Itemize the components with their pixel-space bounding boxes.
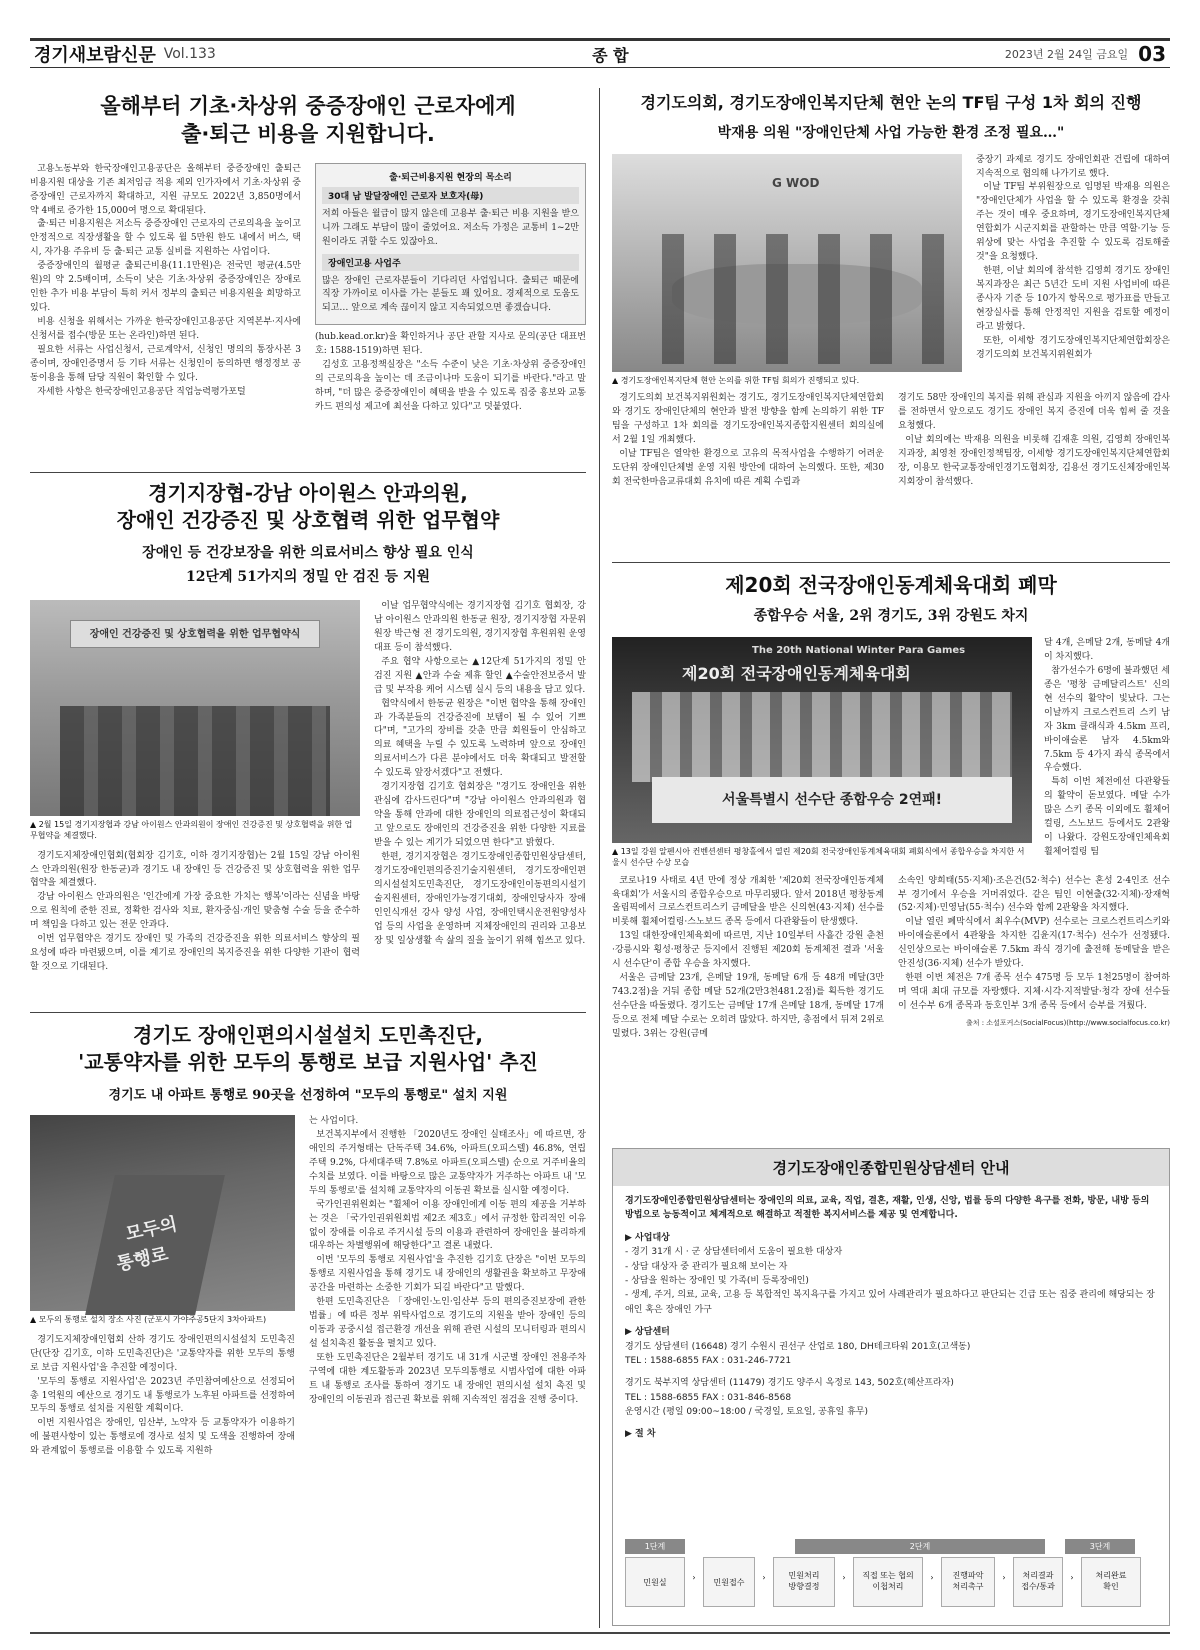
paragraph: 특히 이번 체전에선 다관왕들의 활약이 돋보였다. 메달 수가 많은 스키 종목 이외에도 휠체어컬링, 스노보드 등에서도 2관왕이 나왔다. 강원도장애인체육회 휠체어컬링 팀 bbox=[1044, 777, 1170, 858]
stage-label: 3단계 bbox=[1065, 1539, 1135, 1554]
article-body-left bbox=[30, 850, 360, 975]
box-subhead: 장애인고용 사업주 bbox=[322, 254, 579, 271]
article-body-right bbox=[898, 392, 1170, 490]
process-step: 민원접수 bbox=[703, 1557, 755, 1607]
paragraph: 참가선수가 6명에 불과했던 세종은 '평창 금메달리스트' 신의현 선수의 활약이 빛났다. 그는 이날까지 크로스컨트리 스키 남자 3km 클래식과 4.5km 프리, 바이애슬론 남자 4.5km와 7.5km 등 4가지 좌식 종목에서 우승했다. bbox=[1044, 665, 1170, 774]
paragraph: 국가인권위원회는 "휠체어 이용 장애인에게 이동 편의 제공을 거부하는 것은 「국가인권위원회법 제2조 제3호」에서 규정한 합리적인 이유 없이 장애를 이유로 주거시설 등의 이용과 관련하여 장애인을 불리하게 대우하는 차별행위에 해당한다"고 결론 내렸다. bbox=[309, 1199, 586, 1252]
center-address: 경기도 상담센터 (16648) 경기 수원시 권선구 산업로 180, DH테크타워 201호(고색동) bbox=[625, 1341, 971, 1352]
arrow-icon: › bbox=[1002, 1573, 1006, 1582]
paragraph: 경기도의회 보건복지위원회는 경기도, 경기도장애인복지단체연합회와 경기도 장애인단체의 현안과 발전 방향을 함께 논의하기 위한 TF팀을 구성하고 1차 회의를 경기도장애인복지종합지원센터 회의실에서 2월 1일 개최했다. bbox=[612, 393, 884, 446]
target-item: - 경기 31개 시 · 군 상담센터에서 도움이 필요한 대상자 bbox=[625, 1247, 843, 1258]
box-title: 출·퇴근비용지원 현장의 목소리 bbox=[389, 172, 512, 183]
article-body-left bbox=[612, 875, 884, 1042]
article-body-right bbox=[315, 331, 586, 415]
article-source: 출처 : 소셜포커스(SocialFocus)(http://www.socialfocus.co.kr) bbox=[965, 1018, 1170, 1027]
section-heading: ▶ 절 차 bbox=[625, 1429, 656, 1440]
article-divider bbox=[612, 562, 1170, 563]
paragraph: 코로나19 사태로 4년 만에 정상 개최한 '제20회 전국장애인동계체육대회'가 서울시의 종합우승으로 마무리됐다. 앞서 2018년 평창동계올림픽에서 크로스컨트리스키 금메달을 받은 신의현(43·지체) 선수를 비롯해 휠체어컬링·스노보드 종목 등에서 다관왕들이 탄생했다. bbox=[612, 875, 884, 928]
article-title: 경기도 장애인편의시설설치 도민촉진단, '교통약자를 위한 모두의 통행로 보급 지원사업' 추진 bbox=[78, 1023, 538, 1074]
arrow-icon: › bbox=[762, 1573, 766, 1582]
article-title: 올해부터 기초·차상위 중증장애인 근로자에게 출·퇴근 비용을 지원합니다. bbox=[100, 94, 516, 147]
center-address: 경기도 북부지역 상담센터 (11479) 경기도 양주시 옥정로 143, 502호(혜산프라자) bbox=[625, 1378, 954, 1389]
article-body-right bbox=[309, 1115, 586, 1459]
paragraph: 경기도 58만 장애인의 복지를 위해 관심과 지원을 아끼지 않음에 감사를 전하면서 앞으로도 경기도 장애인 복지 증진에 더욱 힘써 줄 것을 요청했다. bbox=[898, 393, 1170, 432]
award-photo bbox=[612, 637, 1032, 843]
article-title: 제20회 전국장애인동계체육대회 폐막 bbox=[725, 573, 1057, 597]
paragraph: 중증장애인의 월평균 출퇴근비용(11.1만원)은 전국민 평균(4.5만원)의 약 2.5배이며, 소득이 낮은 기초·차상위 중증장애인은 장애로 인한 추가 비용 부담이 특히 커서 정부의 출퇴근 비용지원을 희망하고 있다. bbox=[30, 261, 301, 314]
section-name: 종 합 bbox=[592, 45, 629, 65]
article-subtitle: 장애인 등 건강보장을 위한 의료서비스 향상 필요 인식 bbox=[142, 545, 474, 561]
wall-logo: G WOD bbox=[772, 175, 820, 190]
paragraph: 이번 '모두의 통행로 지원사업'을 추진한 김기호 단장은 "이번 모두의 통행로 지원사업을 통해 경기도 내 장애인의 생활권을 확보하고 무장애 공간을 마련하는 소중한 기회가 되길 바란다"고 말했다. bbox=[309, 1255, 586, 1294]
meeting-photo bbox=[612, 154, 962, 372]
paragraph: 강남 아이원스 안과의원은 '인간에게 가장 중요한 가치는 행복'이라는 신념을 바탕으로 원칙에 준한 진료, 정확한 검사와 치료, 환자중심·개인 맞춤형 수술 등을 준수하며 책임을 다하고 있는 전문 안과다. bbox=[30, 892, 360, 931]
article-subtitle: 12단계 51가지의 정밀 안 검진 등 지원 bbox=[185, 569, 431, 585]
paragraph: 소속인 양희태(55·지체)·조은건(52·척수) 선수는 혼성 2·4인조 선수부 경기에서 우승을 거머쥐었다. 같은 팀인 이현출(32·지체)·장재혁(52·지체)·민영남(55·척수) 선수와 함께 2관왕을 차지했다. bbox=[898, 875, 1170, 914]
paragraph: 이번 지원사업은 장애인, 임산부, 노약자 등 교통약자가 이용하기에 불편사항이 있는 통행로에 경사로 설치 및 도색을 진행하여 장애와 관계없이 통행로를 이용할 수 있도록 지원하 bbox=[30, 1418, 295, 1457]
article-accessible-path bbox=[30, 1022, 586, 1622]
operating-hours: 운영시간 (평일 09:00~18:00 / 국경일, 토요일, 공휴일 휴무) bbox=[625, 1407, 869, 1418]
process-step: 민원실 bbox=[625, 1557, 685, 1607]
paragraph: 경기지장협 김기호 협회장은 "경기도 장애인을 위한 관심에 감사드린다"며 "강남 아이원스 안과의원과 협약을 통해 안과에 대한 장애인의 의료접근성이 확대되고 앞으로도 장애인의 건강증진을 위한 다양한 지료를 받을 수 있는 계기가 되었으면 한다"고 밝혔다. bbox=[374, 782, 586, 848]
section-heading: ▶ 상담센터 bbox=[625, 1327, 670, 1338]
paragraph: 주요 협약 사항으로는 ▲12단계 51가지의 정밀 안 검진 지원 ▲안과 수술 제휴 할인 ▲수술안전보증서 발급 및 부작용 케어 시스템 실시 등의 내용을 담고 있다. bbox=[374, 656, 586, 695]
page-header bbox=[30, 38, 1170, 68]
article-eye-clinic-mou bbox=[30, 480, 586, 1010]
winner-banner: 서울특별시 선수단 종합우승 2연패! bbox=[652, 777, 1012, 823]
people-silhouettes bbox=[60, 706, 330, 816]
notice-title: 경기도장애인종합민원상담센터 안내 bbox=[613, 1149, 1169, 1186]
path-marking-text: 모두의 bbox=[123, 1213, 180, 1246]
paragraph: '모두의 통행로 지원사업'은 2023년 주민참여예산으로 선정되어 총 1억원의 예산으로 경기도 내 통행로가 노후된 아파트를 선정하여 모두의 통행로 설치를 지원할 계획이다. bbox=[30, 1376, 295, 1415]
center-phone: TEL : 1588-6855 FAX : 031-246-7721 bbox=[625, 1355, 792, 1366]
paragraph: 서울은 금메달 23개, 은메달 19개, 동메달 6개 등 48개 메달(3만743.2점)을 거둬 종합 메달 52개(2만3천481.2점)를 획득한 경기도 선수단을 따돌렸다. 경기도는 금메달 17개 은메달 18개, 동메달 17개 등으로 전체 메달 수로는 오히려 많았다. 하지만, 총점에서 뒤져 2위로 밀렸다. 3위는 강원(금메 bbox=[612, 973, 884, 1039]
article-winter-para-games bbox=[612, 572, 1170, 1138]
paragraph: 한편 이번 체전은 7개 종목 선수 475명 등 모두 1천25명이 참여하며 역대 최대 규모를 자랑했다. 지체·시각·지적발달·청각 장애 선수들이 선수부 6개 종목과 동호인부 3개 종목 등에서 승부를 겨뤘다. bbox=[898, 973, 1170, 1012]
paragraph: 경기도지체장애인협회(협회장 김기호, 이하 경기지장협)는 2월 15일 강남 아이원스 안과의원(원장 한동균)과 경기도 내 장애인 등 건강증진 및 상호협력을 위한 업무협약을 체결했다. bbox=[30, 850, 360, 889]
stage-label: 1단계 bbox=[625, 1539, 685, 1554]
paragraph: 이날 열린 폐막식에서 최우수(MVP) 선수로는 크로스컨트리스키와 바이애슬론에서 4관왕을 차지한 김윤지(17·척수) 선수가 선정됐다. 신인상으로는 바이애슬론 7.5km 좌식 경기에 출전해 동메달을 받은 안진성(36·지체) 선수가 받았다. bbox=[898, 917, 1170, 970]
article-divider bbox=[30, 472, 586, 473]
article-body-right-top bbox=[1044, 637, 1170, 869]
article-subtitle: 경기도 내 아파트 통행로 90곳을 선정하여 "모두의 통행로" 설치 지원 bbox=[108, 1088, 508, 1103]
photo-caption: ▲ 13일 강원 알펜시아 컨벤션센터 평창홀에서 열린 제20회 전국장애인동계체육대회 폐회식에서 종합우승을 차지한 서울시 선수단 수상 모습 bbox=[612, 847, 1025, 867]
notice-intro: 경기도장애인종합민원상담센터는 장애인의 의료, 교육, 직업, 결혼, 재활, 인생, 신앙, 법률 등의 다양한 욕구를 전화, 방문, 내방 등의 방법으로 능동적이고 체계적으로 해결하고 적절한 복지서비스를 제공 및 연계합니다. bbox=[625, 1196, 1150, 1221]
process-step: 민원처리 방향결정 bbox=[773, 1557, 835, 1607]
paragraph: 비용 신청을 위해서는 가까운 한국장애인고용공단 지역본부·지사에 신청서를 접수(방문 또는 온라인)하면 된다. bbox=[30, 317, 301, 341]
photo-banner: 장애인 건강증진 및 상호협력을 위한 업무협약식 bbox=[70, 620, 320, 648]
paragraph: (hub.kead.or.kr)을 확인하거나 공단 관할 지사로 문의(공단 대표번호: 1588-1519)하면 된다. bbox=[315, 332, 586, 357]
photo-caption: ▲ 경기도장애인복지단체 현안 논의를 위한 TF팀 회의가 진행되고 있다. bbox=[612, 375, 860, 385]
box-text: 많은 장애인 근로자분들이 기다리던 사업입니다. 출퇴근 때문에 직장 가까이로 이사를 가는 분들도 꽤 있어요. 경제적으로 도움도 되고… 앞으로 계속 끊이지 않고 지속되었으면 좋겠습니다. bbox=[322, 275, 579, 314]
path-photo bbox=[30, 1115, 295, 1311]
article-subtitle: 종합우승 서울, 2위 경기도, 3위 강원도 차지 bbox=[753, 608, 1029, 624]
process-step: 직접 또는 협의 이첩처리 bbox=[853, 1557, 923, 1607]
paragraph: 보건복지부에서 진행한 「2020년도 장애인 실태조사」에 따르면, 장애인의 주거형태는 단독주택 34.6%, 아파트(오피스텔) 46.8%, 연립주택 9.2%, 다세대주택 7.8%로 아파트(오피스텔) 순으로 거주비율의 수치를 보였다. 이를 바탕으로 많은 교통약자가 거주하는 아파트 내 '모두의 통행로'를 설치해 교통약자의 이동권 확보를 실시할 예정이다. bbox=[309, 1129, 586, 1196]
voices-box bbox=[315, 163, 586, 326]
article-body-right bbox=[898, 875, 1170, 1042]
article-title: 경기도의회, 경기도장애인복지단체 현안 논의 TF팀 구성 1차 회의 진행 bbox=[640, 93, 1142, 112]
mou-photo bbox=[30, 600, 360, 816]
path-marking-text: 통행로 bbox=[114, 1243, 171, 1276]
paragraph: 13일 대한장애인체육회에 따르면, 지난 10일부터 사흘간 강원 춘천·강릉시와 횡성·평창군 등지에서 진행된 제20회 동계체전 결과 '서울시 선수단'이 종합 우승을 차지했다. bbox=[612, 931, 884, 970]
target-item: - 상담 대상자 중 관리가 필요해 보이는 자 bbox=[625, 1261, 788, 1272]
paragraph: 이날 회의에는 박재용 의원을 비롯해 김재훈 의원, 김영희 장애인복지과장, 최영천 장애인정책팀장, 이세항 경기도장애인복지단체연합회장, 이용모 한국교통장애인경기도협회장, 김용선 경기도신체장애인복지회장이 참석했다. bbox=[898, 435, 1170, 488]
article-provincial-council-tf bbox=[612, 92, 1170, 558]
article-body-left bbox=[30, 1334, 295, 1459]
paragraph: 또한 도민촉진단은 2월부터 경기도 내 31개 시군별 장애인 전용주차구역에 대한 계도활동과 2023년 모두의통행로 시범사업에 대한 아파트 내 통행로 조사를 통하여 경기도 내 장애인 편의시설 설치 촉진 및 장애인의 이동권과 접근권 확보를 위해 지속적인 점검을 진행 중이다. bbox=[309, 1352, 586, 1405]
article-commute-support bbox=[30, 92, 586, 472]
article-body-right bbox=[374, 600, 586, 975]
arrow-icon: › bbox=[930, 1573, 934, 1582]
box-text: 저희 아들은 월급이 많지 않은데 고용부 출·퇴근 비용 지원을 받으니까 그래도 부담이 많이 줄었어요. 저소득 가정은 교통비 1~2만원이라도 귀할 수도 있잖아요. bbox=[322, 208, 579, 247]
paragraph: 한편, 이날 회의에 참석한 김영희 경기도 장애인복지과장은 최근 5년간 도비 지원 사업비에 따른 종사자 기준 등 10가지 항목으로 평가표를 만들고 현장실사를 통해 안정적인 지원을 검토할 예정이라고 밝혔다. bbox=[976, 266, 1170, 332]
photo-caption: ▲ 2월 15일 경기지장협과 강남 아이원스 안과의원이 장애인 건강증진 및 상호협력을 위한 업무협약을 체결했다. bbox=[30, 820, 353, 840]
article-body-right-top bbox=[976, 154, 1170, 387]
arrow-icon: › bbox=[842, 1573, 846, 1582]
process-step: 진행파악 처리촉구 bbox=[941, 1557, 995, 1607]
attendees bbox=[632, 234, 952, 364]
target-item: - 상담을 원하는 장애인 및 가족(비 등록장애인) bbox=[625, 1275, 809, 1286]
stage-label: 2단계 bbox=[795, 1539, 1045, 1554]
arrow-icon: › bbox=[1070, 1573, 1074, 1582]
paragraph: 자세한 사항은 한국장애인고용공단 직업능력평가포털 bbox=[37, 386, 246, 397]
center-phone: TEL : 1588-6855 FAX : 031-846-8568 bbox=[625, 1392, 792, 1403]
target-item: - 생계, 주거, 의료, 교육, 고용 등 복합적인 복지욕구를 가지고 있어 사례관리가 필요하다고 판단되는 긴급 또는 집중 관리에 해당되는 장애인 혹은 장애인 가구 bbox=[625, 1290, 1155, 1315]
paragraph: 또한, 이세항 경기도장애인복지단체연합회장은 경기도의회 보건복지위원회가 bbox=[976, 335, 1170, 360]
paragraph: 협약식에서 한동균 원장은 "이번 협약을 통해 장애인과 가족분들의 건강증진에 보탬이 될 수 있어 기쁘다"며, "고가의 장비를 갖춘 만큼 회원들이 안심하고 의료 혜택을 누릴 수 있도록 노력하며 앞으로 장애인 의료서비스가 다른 분야에서도 더욱 확대되고 발전할 수 있도록 앞장서겠다"고 전했다. bbox=[374, 698, 586, 779]
process-diagram bbox=[625, 1539, 1157, 1615]
page-bottom-rule bbox=[30, 1632, 1170, 1634]
paragraph: 한편, 경기지장협은 경기도장애인종합민원상담센터, 경기도장애인편의증진기술지원센터, 경기도장애인편의시설설치도민촉진단, 경기도장애인이동편의시설기술지원센터, 장애인가능경기대회, 장애인당사자 장애인인식개선 강사 양성 사업, 장애인택시운전원양성사업 등의 사업을 운영하며 지체장애인의 권리와 고용보장 및 일상생활 속 삶의 질을 높이기 위해 힘쓰고 있다. bbox=[374, 851, 586, 946]
paragraph: 출·퇴근 비용지원은 저소득 중증장애인 근로자의 근로의욕을 높이고 안정적으로 직장생활을 할 수 있도록 월 5만원 한도 내에서 버스, 택시, 자가용 주유비 등 출·퇴근 교통 실비를 지원하는 사업이다. bbox=[30, 219, 301, 258]
paragraph: 이날 업무협약식에는 경기지장협 김기호 협회장, 강남 아이원스 안과의원 한동균 원장, 경기지장협 자문위원장 박근형 전 경기도의원, 경기지장협 후원위원 운영 대표 등이 참석했다. bbox=[374, 601, 586, 653]
paragraph: 는 사업이다. bbox=[309, 1116, 359, 1126]
article-body-left bbox=[612, 392, 884, 490]
paragraph: 김성호 고용정책실장은 "소득 수준이 낮은 기초·차상위 중증장애인의 근로의욕을 높이는 데 조금이나마 도움이 되기를 바란다."라고 말하며, "더 많은 중증장애인이 혜택을 받을 수 있도록 집중 홍보와 교통카드 편의성 제고에 최선을 다하고 있다"고 덧붙였다. bbox=[315, 360, 586, 412]
consultation-center-notice bbox=[612, 1148, 1170, 1626]
paragraph: 한편 도민촉진단은 「장애인·노인·임산부 등의 편의증진보장에 관한 법률」에 따른 정부 위탁사업으로 경기도의 지원을 받아 장애인 등의 이동과 공중시설 접근환경 개선을 위해 관련 시설의 모니터링과 편의시설 설치촉진 활동을 펼치고 있다. bbox=[309, 1297, 586, 1349]
photo-caption: ▲ 모두의 통행로 설치 장소 사진 (군포시 가야주공5단지 3차아파트) bbox=[30, 1315, 267, 1324]
article-title: 경기지장협-강남 아이원스 안과의원, 장애인 건강증진 및 상호협력 위한 업무협약 bbox=[116, 481, 500, 532]
paragraph: 중장기 과제로 경기도 장애인회관 건립에 대하여 지속적으로 협의해 나가기로 했다. bbox=[976, 154, 1170, 179]
issue-date: 2023년 2월 24일 금요일 bbox=[1004, 48, 1129, 61]
column-divider bbox=[599, 88, 600, 1628]
box-subhead: 30대 남 발달장애인 근로자 보호자(母) bbox=[322, 187, 579, 204]
newspaper-name: 경기새보람신문 bbox=[34, 45, 156, 66]
paragraph: 고용노동부와 한국장애인고용공단은 올해부터 중증장애인 출퇴근 비용지원 대상을 기존 최저임금 적용 제외 인가자에서 기초·차상위 중증장애인 근로자까지 확대하고, 지원 규모도 2022년 3,850명에서 약 4배로 증가한 15,000여 명으로 확대된다. bbox=[30, 163, 301, 216]
team-members bbox=[632, 692, 1012, 782]
paragraph: 이번 업무협약은 경기도 장애인 및 가족의 건강증진을 위한 의료서비스 향상의 필요성에 따라 마련됐으며, 이를 계기로 장애인의 복지증진을 위한 다양한 기관이 협력할 것으로 기대된다. bbox=[30, 934, 360, 973]
process-step: 처리결과 접수/통과 bbox=[1013, 1557, 1063, 1607]
paragraph: 경기도지체장애인협회 산하 경기도 장애인편의시설설치 도민촉진단(단장 김기호, 이하 도민촉진단)은 '교통약자를 위한 모두의 통행로 보급 지원사업'을 추진할 예정이다. bbox=[30, 1334, 295, 1373]
arrow-icon: › bbox=[692, 1573, 696, 1582]
paragraph: 필요한 서류는 사업신청서, 근로계약서, 신청인 명의의 통장사본 3종이며, 장애인증명서 등 기타 서류는 신청인이 동의하면 행정정보 공동이용을 통해 담당 직원이 확인할 수 있다. bbox=[30, 344, 301, 383]
process-step: 처리완료 확인 bbox=[1081, 1557, 1141, 1607]
section-heading: ▶ 사업대상 bbox=[625, 1232, 670, 1243]
paragraph: 이날 TF팀 부위원장으로 임명된 박재용 의원은 "장애인단체가 사업을 할 수 있도록 환경을 갖춰주는 것이 매우 중요하며, 경기도장애인복지단체연합회가 시군지회를 관할하는 만큼 역할·기능 등 위상에 맞는 사업을 추진할 수 있도록 검토해줄 것"을 요청했다. bbox=[976, 182, 1170, 263]
games-banner-ko: 제20회 전국장애인동계체육대회 bbox=[682, 664, 911, 683]
paragraph: 달 4개, 은메달 2개, 동메달 4개이 차지했다. bbox=[1044, 638, 1170, 662]
games-banner-en: The 20th National Winter Para Games bbox=[752, 645, 966, 656]
article-body-left bbox=[30, 163, 301, 415]
paragraph: 이날 TF팀은 열악한 환경으로 고유의 목적사업을 수행하기 어려운 도단위 장애인단체별 운영 지원 방안에 대하여 논의했다. 또한, 제30회 전국한마음교류대회 유치에 따른 계획 수립과 bbox=[612, 449, 884, 488]
volume-number: Vol.133 bbox=[163, 46, 216, 62]
page-number: 03 bbox=[1138, 42, 1166, 66]
article-subtitle: 박재용 의원 "장애인단체 사업 가능한 환경 조정 필요…" bbox=[717, 124, 1065, 141]
article-divider bbox=[30, 1012, 586, 1013]
